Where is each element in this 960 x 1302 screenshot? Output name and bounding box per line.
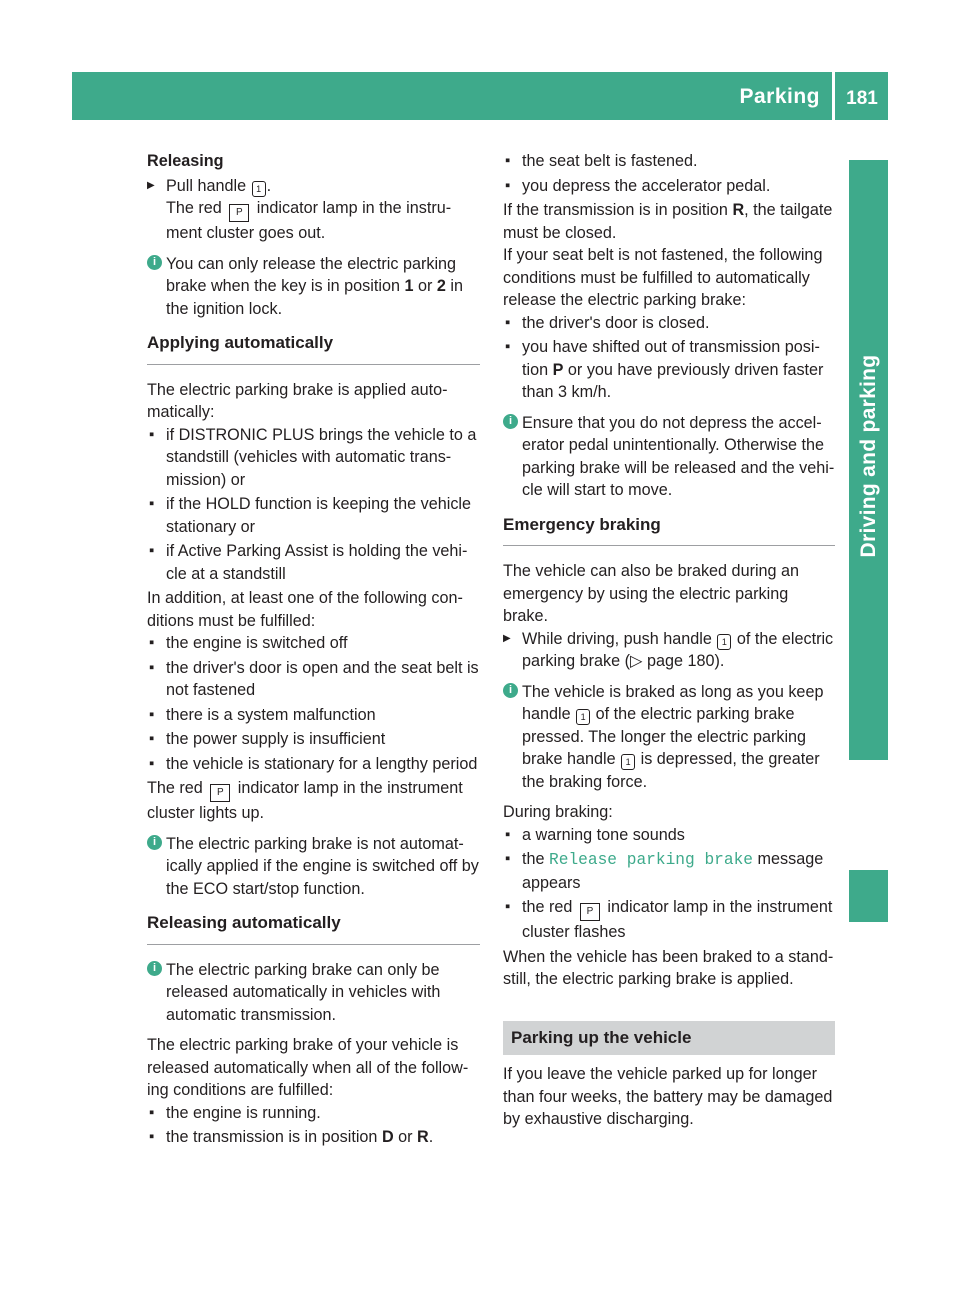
- chapter-side-tab-label: Driving and parking: [856, 354, 880, 558]
- during-braking-label: During braking:: [503, 803, 613, 821]
- callout-1-icon: 1: [621, 754, 635, 770]
- list-item: ▪ the vehicle is stationary for a lengthy period: [147, 753, 480, 776]
- list-item: ▪ if the HOLD function is keeping the vehicle stationary or: [147, 493, 480, 538]
- seatbelt-text: If your seat belt is not fastened, the following conditions must be fulfilled to automatically release the electric parking brake:: [503, 246, 823, 309]
- emergency-intro: The vehicle can also be braked during an emergency by using the electric parking brake.: [503, 562, 800, 625]
- list-item: ▪ the driver's door is closed.: [503, 312, 835, 335]
- lamp-lights-up-text: The red P indicator lamp in the instrument cluster lights up.: [147, 779, 463, 822]
- left-column: [147, 150, 480, 1151]
- info-icon: i: [503, 683, 518, 698]
- heading-emergency-braking: Emergency braking: [503, 514, 835, 547]
- info-note-release-key: i You can only release the electric parking brake when the key is in position 1 or 2 in the ignition lock.: [147, 253, 480, 321]
- display-message: Release parking brake: [549, 851, 754, 869]
- applying-intro: The electric parking brake is applied automatically:: [147, 380, 448, 421]
- info-note-braking-force: i The vehicle is braked as long as you keep handle 1 of the electric parking brake pressed. The longer the electric parking brake handle 1 is depressed, the greater the braking force.: [503, 681, 835, 794]
- list-item: ▪ there is a system malfunction: [147, 704, 480, 727]
- list-item: ▪ the Release parking brake message appears: [503, 848, 835, 894]
- header-divider: [832, 72, 835, 120]
- list-item: ▪ the red P indicator lamp in the instrument cluster flashes: [503, 896, 835, 944]
- tailgate-text: If the transmission is in position R, the tailgate must be closed.: [503, 201, 833, 242]
- info-note-accelerator: i Ensure that you do not depress the accelerator pedal unintentionally. Otherwise the parking brake will be released and the vehicle will start to move.: [503, 412, 835, 502]
- info-note-eco: i The electric parking brake is not automatically applied if the engine is switched off by the ECO start/stop function.: [147, 833, 480, 901]
- addition-text: In addition, at least one of the following conditions must be fulfilled:: [147, 589, 463, 630]
- callout-1-icon: 1: [576, 709, 590, 725]
- step-push-handle: ▶ While driving, push handle 1 of the electric parking brake (▷ page 180).: [503, 628, 835, 673]
- callout-1-icon: 1: [252, 181, 266, 197]
- right-column: [503, 150, 835, 1131]
- list-item: ▪ if Active Parking Assist is holding the vehicle at a standstill: [147, 540, 480, 585]
- info-icon: i: [147, 835, 162, 850]
- page-number: 181: [846, 88, 878, 109]
- side-marker: [849, 870, 888, 922]
- standstill-text: When the vehicle has been braked to a standstill, the electric parking brake is applied.: [503, 947, 834, 988]
- page-reference-arrow-icon: ▷: [629, 652, 643, 670]
- heading-parking-up: Parking up the vehicle: [503, 1021, 835, 1056]
- page-section-title: Parking: [739, 85, 820, 108]
- info-icon: i: [147, 961, 162, 976]
- list-item: ▪ if DISTRONIC PLUS brings the vehicle to a standstill (vehicles with automatic transmission) or: [147, 424, 480, 492]
- list-item: ▪ the transmission is in position D or R.: [147, 1126, 480, 1149]
- parking-brake-lamp-icon: P: [210, 784, 230, 802]
- list-item: ▪ the engine is running.: [147, 1102, 480, 1125]
- info-note-automatic-transmission: i The electric parking brake can only be released automatically in vehicles with automatic transmission.: [147, 959, 480, 1027]
- list-item: ▪ you depress the accelerator pedal.: [503, 175, 835, 198]
- parking-up-text: If you leave the vehicle parked up for longer than four weeks, the battery may be damaged by exhaustive discharging.: [503, 1065, 833, 1128]
- list-item: ▪ the power supply is insufficient: [147, 728, 480, 751]
- step-pull-handle: ▶ Pull handle 1 . The red P indicator lamp in the instrument cluster goes out.: [147, 175, 480, 245]
- info-icon: i: [503, 414, 518, 429]
- subheading-releasing: Releasing: [147, 152, 224, 170]
- parking-brake-lamp-icon: P: [580, 903, 600, 921]
- release-intro: The electric parking brake of your vehicle is released automatically when all of the following conditions are fulfilled:: [147, 1036, 469, 1099]
- heading-releasing-automatically: Releasing automatically: [147, 912, 480, 945]
- list-item: ▪ the seat belt is fastened.: [503, 150, 835, 173]
- list-item: ▪ you have shifted out of transmission position P or you have previously driven faster than 3 km/h.: [503, 336, 835, 404]
- page-reference-link[interactable]: page 180).: [646, 652, 725, 670]
- list-item: ▪ the driver's door is open and the seat belt is not fastened: [147, 657, 480, 702]
- heading-applying-automatically: Applying automatically: [147, 332, 480, 365]
- list-item: ▪ the engine is switched off: [147, 632, 480, 655]
- parking-brake-lamp-icon: P: [229, 204, 249, 222]
- callout-1-icon: 1: [717, 634, 731, 650]
- list-item: ▪ a warning tone sounds: [503, 824, 835, 847]
- info-icon: i: [147, 255, 162, 270]
